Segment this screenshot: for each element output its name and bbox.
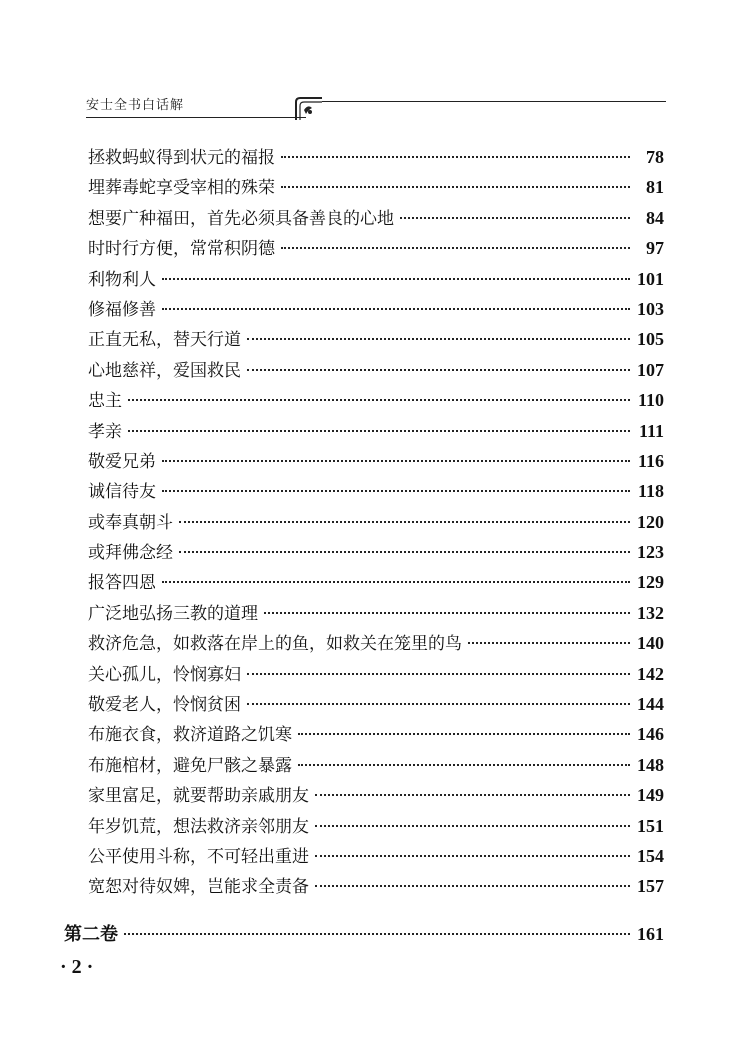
dot-leader bbox=[247, 686, 630, 705]
toc-entry-title: 报答四恩 bbox=[88, 573, 156, 594]
toc-entry[interactable] bbox=[88, 385, 664, 415]
toc-entry[interactable] bbox=[88, 294, 664, 324]
toc-entry[interactable] bbox=[88, 750, 664, 780]
dot-leader bbox=[315, 868, 630, 887]
toc-entry-title: 敬爱兄弟 bbox=[88, 451, 156, 472]
dot-leader bbox=[281, 230, 630, 249]
dot-leader bbox=[179, 534, 630, 553]
dot-leader bbox=[162, 261, 630, 280]
dot-leader bbox=[264, 595, 630, 614]
dot-leader bbox=[315, 838, 630, 857]
toc-entry-title: 布施衣食，救济道路之饥寒 bbox=[88, 725, 292, 746]
toc-entry[interactable] bbox=[88, 871, 664, 901]
header-rule bbox=[86, 117, 306, 118]
dot-leader bbox=[298, 747, 630, 766]
chapter-title: 第二卷 bbox=[64, 924, 118, 945]
toc-entry-title: 利物利人 bbox=[88, 269, 156, 290]
dot-leader bbox=[124, 915, 630, 935]
page-number: · 2 · bbox=[60, 956, 94, 978]
toc-entry-title: 心地慈祥，爱国救民 bbox=[88, 360, 241, 381]
toc-entry[interactable] bbox=[88, 233, 664, 263]
toc-entry[interactable] bbox=[88, 537, 664, 567]
toc-entry-page: 140 bbox=[637, 633, 664, 654]
toc-entry-page: 154 bbox=[637, 845, 664, 866]
toc-entry-title: 埋葬毒蛇享受宰相的殊荣 bbox=[88, 178, 275, 199]
toc-entry[interactable] bbox=[88, 172, 664, 202]
toc-entry-page: 157 bbox=[637, 876, 664, 897]
dot-leader bbox=[128, 382, 630, 401]
toc-chapter-entry[interactable] bbox=[64, 920, 664, 946]
toc-entry-title: 拯救蚂蚁得到状元的福报 bbox=[88, 148, 275, 168]
toc-entry-title: 敬爱老人，怜悯贫困 bbox=[88, 695, 241, 716]
dot-leader bbox=[298, 716, 630, 735]
toc-entry-page: 144 bbox=[637, 694, 664, 715]
toc-entry-title: 正直无私，替天行道 bbox=[88, 330, 241, 351]
chapter-page-number: 161 bbox=[637, 924, 664, 944]
toc-entry-page: 118 bbox=[637, 481, 664, 502]
header-rule-top bbox=[322, 101, 666, 102]
toc-entry-title: 家里富足，就要帮助亲戚朋友 bbox=[88, 786, 309, 807]
dot-leader bbox=[281, 169, 630, 188]
toc-entry-title: 年岁饥荒，想法救济亲邻朋友 bbox=[88, 816, 309, 837]
toc-entry[interactable] bbox=[88, 628, 664, 658]
dot-leader bbox=[247, 656, 630, 675]
dot-leader bbox=[281, 139, 630, 158]
toc-entry-title: 公平使用斗称，不可轻出重进 bbox=[88, 846, 309, 867]
dot-leader bbox=[400, 200, 630, 219]
toc-entry-page: 132 bbox=[637, 602, 664, 623]
toc-entry[interactable] bbox=[88, 811, 664, 841]
dot-leader bbox=[162, 443, 630, 462]
toc-entry-page: 105 bbox=[637, 329, 664, 350]
toc-entry-page: 97 bbox=[646, 238, 664, 259]
toc-entry[interactable] bbox=[88, 476, 664, 506]
toc-entry-page: 148 bbox=[637, 754, 664, 775]
toc-entry-page: 123 bbox=[637, 542, 664, 563]
dot-leader bbox=[315, 777, 630, 796]
toc-entry[interactable] bbox=[88, 841, 664, 871]
toc-entry[interactable] bbox=[88, 355, 664, 385]
toc-entry-page: 151 bbox=[637, 815, 664, 836]
toc-entry-page: 111 bbox=[638, 420, 664, 441]
toc-entry[interactable] bbox=[88, 416, 664, 446]
toc-entry-page: 149 bbox=[637, 785, 664, 806]
toc-entry[interactable] bbox=[88, 567, 664, 597]
toc-entry-page: 146 bbox=[637, 724, 664, 745]
toc-entry[interactable] bbox=[88, 507, 664, 537]
toc-entry[interactable] bbox=[88, 324, 664, 354]
toc-entry-title: 救济危急，如救落在岸上的鱼，如救关在笼里的鸟 bbox=[88, 634, 462, 655]
dot-leader bbox=[128, 413, 630, 432]
dot-leader bbox=[179, 504, 630, 523]
toc-entry-page: 107 bbox=[637, 359, 664, 380]
toc-entry[interactable] bbox=[88, 719, 664, 749]
toc-entry[interactable] bbox=[88, 780, 664, 810]
toc-entry[interactable] bbox=[88, 446, 664, 476]
dot-leader bbox=[468, 625, 630, 644]
dot-leader bbox=[247, 321, 630, 340]
toc-entry-title: 忠主 bbox=[88, 391, 122, 412]
dot-leader bbox=[162, 291, 630, 310]
toc-entry-page: 116 bbox=[637, 450, 664, 471]
toc-entry-title: 广泛地弘扬三教的道理 bbox=[88, 603, 258, 624]
toc-entry-title: 修福修善 bbox=[88, 299, 156, 320]
toc-entry[interactable] bbox=[88, 659, 664, 689]
toc-entry-page: 129 bbox=[637, 572, 664, 593]
toc-entry-page: 84 bbox=[646, 207, 664, 228]
toc-entry-title: 关心孤儿，怜悯寡妇 bbox=[88, 664, 241, 685]
dot-leader bbox=[247, 352, 630, 371]
dot-leader bbox=[162, 473, 630, 492]
toc-entry-title: 孝亲 bbox=[88, 421, 122, 442]
toc-entry-title: 或奉真朝斗 bbox=[88, 512, 173, 533]
toc-entry-title: 诚信待友 bbox=[88, 482, 156, 503]
toc-entry[interactable] bbox=[88, 264, 664, 294]
dot-leader bbox=[162, 564, 630, 583]
toc-entry-page: 103 bbox=[637, 298, 664, 319]
table-of-contents bbox=[88, 142, 664, 902]
toc-entry-title: 时时行方便，常常积阴德 bbox=[88, 239, 275, 260]
toc-entry-title: 想要广种福田，首先必须具备善良的心地 bbox=[88, 208, 394, 229]
toc-entry[interactable] bbox=[88, 598, 664, 628]
toc-entry-title: 宽恕对待奴婢，岂能求全责备 bbox=[88, 877, 309, 898]
toc-entry-page: 101 bbox=[637, 268, 664, 289]
toc-entry-page: 78 bbox=[646, 147, 664, 167]
toc-entry[interactable] bbox=[88, 142, 664, 172]
toc-entry-page: 81 bbox=[646, 177, 664, 198]
running-header bbox=[86, 84, 666, 124]
toc-entry-title: 或拜佛念经 bbox=[88, 543, 173, 564]
toc-entry-page: 142 bbox=[637, 663, 664, 684]
book-title: 安士全书白话解 bbox=[86, 98, 185, 113]
toc-entry-title: 布施棺材，避免尸骸之暴露 bbox=[88, 755, 292, 776]
toc-entry-page: 110 bbox=[637, 390, 664, 411]
dot-leader bbox=[315, 808, 630, 827]
toc-entry[interactable] bbox=[88, 203, 664, 233]
corner-ornament-icon bbox=[294, 96, 324, 122]
toc-entry[interactable] bbox=[88, 689, 664, 719]
toc-entry-page: 120 bbox=[637, 511, 664, 532]
